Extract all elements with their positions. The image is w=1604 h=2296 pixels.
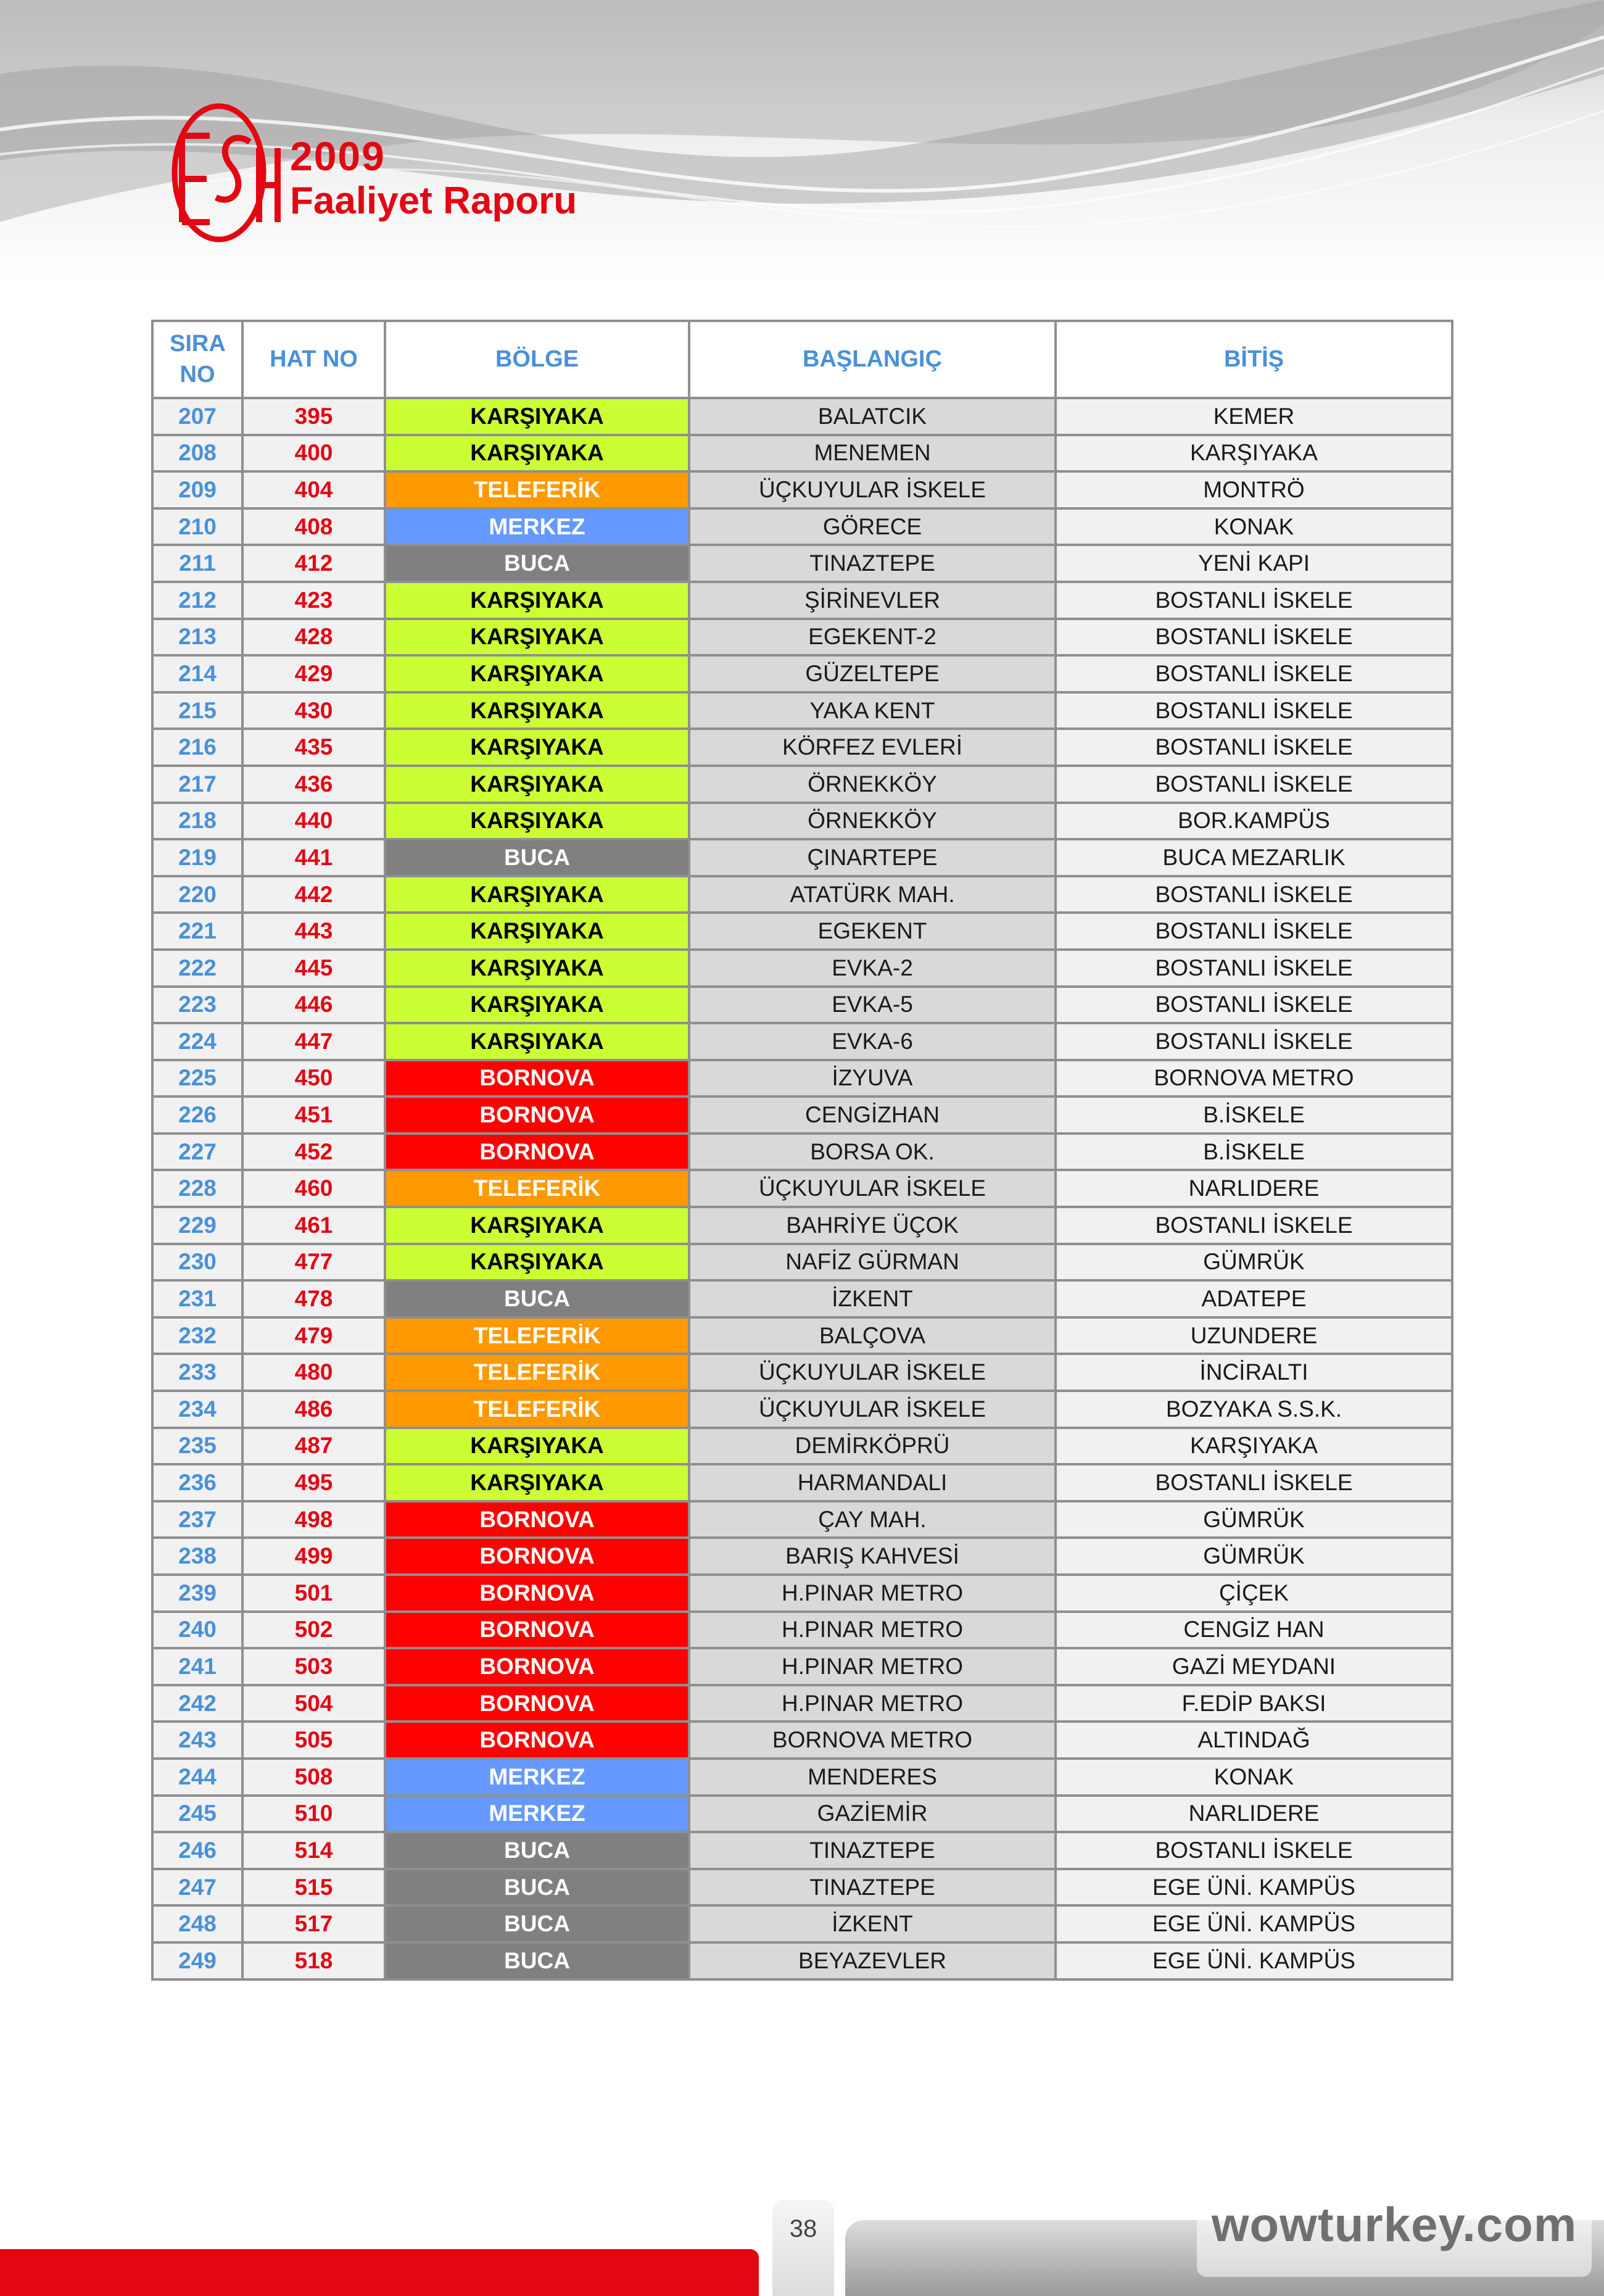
cell-hat-no: 445 <box>242 950 385 987</box>
cell-bitis: CENGİZ HAN <box>1056 1612 1452 1649</box>
cell-hat-no: 436 <box>242 766 385 803</box>
cell-bitis: NARLIDERE <box>1056 1796 1452 1833</box>
cell-bolge: BUCA <box>385 1905 689 1942</box>
cell-bitis: BOR.KAMPÜS <box>1056 803 1452 840</box>
cell-bitis: BOSTANLI İSKELE <box>1056 876 1452 913</box>
cell-sira-no: 207 <box>152 398 242 435</box>
cell-bolge: BORNOVA <box>385 1133 689 1171</box>
header-bolge: BÖLGE <box>385 321 689 398</box>
cell-bolge: KARŞIYAKA <box>385 1464 689 1501</box>
cell-bitis: BOSTANLI İSKELE <box>1056 692 1452 729</box>
cell-bitis: KONAK <box>1056 1759 1452 1796</box>
cell-baslangic: ÖRNEKKÖY <box>689 766 1056 803</box>
cell-baslangic: ÖRNEKKÖY <box>689 803 1056 840</box>
cell-sira-no: 233 <box>152 1354 242 1391</box>
cell-hat-no: 515 <box>242 1869 385 1906</box>
cell-baslangic: İZYUVA <box>689 1060 1056 1097</box>
cell-bolge: KARŞIYAKA <box>385 1428 689 1465</box>
table-header-row <box>152 321 1452 398</box>
cell-sira-no: 227 <box>152 1133 242 1171</box>
cell-bitis: BUCA MEZARLIK <box>1056 839 1452 876</box>
table-row <box>152 655 1452 692</box>
cell-baslangic: MENDERES <box>689 1759 1056 1796</box>
cell-bitis: BOSTANLI İSKELE <box>1056 987 1452 1024</box>
cell-bitis: MONTRÖ <box>1056 471 1452 508</box>
cell-bitis: GÜMRÜK <box>1056 1538 1452 1575</box>
cell-hat-no: 478 <box>242 1280 385 1317</box>
table-row <box>152 619 1452 656</box>
cell-bitis: KARŞIYAKA <box>1056 435 1452 472</box>
table-row <box>152 1685 1452 1722</box>
cell-hat-no: 441 <box>242 839 385 876</box>
cell-hat-no: 395 <box>242 398 385 435</box>
table-row <box>152 1501 1452 1538</box>
cell-hat-no: 460 <box>242 1170 385 1207</box>
table-row <box>152 729 1452 766</box>
table-row <box>152 435 1452 472</box>
cell-baslangic: NAFİZ GÜRMAN <box>689 1244 1056 1281</box>
cell-hat-no: 514 <box>242 1832 385 1869</box>
cell-sira-no: 236 <box>152 1464 242 1501</box>
table-row <box>152 1023 1452 1060</box>
cell-bitis: KEMER <box>1056 398 1452 435</box>
cell-baslangic: ÜÇKUYULAR İSKELE <box>689 1170 1056 1207</box>
cell-hat-no: 501 <box>242 1575 385 1612</box>
table-row <box>152 1796 1452 1833</box>
cell-baslangic: ÜÇKUYULAR İSKELE <box>689 471 1056 508</box>
cell-sira-no: 234 <box>152 1391 242 1428</box>
header-sira-label: SIRA NO <box>170 331 226 388</box>
cell-bolge: MERKEZ <box>385 1796 689 1833</box>
cell-bolge: KARŞIYAKA <box>385 1244 689 1281</box>
cell-hat-no: 504 <box>242 1685 385 1722</box>
cell-sira-no: 215 <box>152 692 242 729</box>
cell-bolge: BORNOVA <box>385 1501 689 1538</box>
cell-baslangic: GAZİEMİR <box>689 1796 1056 1833</box>
cell-bitis: BOSTANLI İSKELE <box>1056 729 1452 766</box>
cell-sira-no: 212 <box>152 582 242 619</box>
table-row <box>152 876 1452 913</box>
cell-bolge: BORNOVA <box>385 1538 689 1575</box>
header-sira-no <box>152 321 242 398</box>
cell-baslangic: İZKENT <box>689 1905 1056 1942</box>
cell-bitis: ADATEPE <box>1056 1280 1452 1317</box>
cell-bolge: KARŞIYAKA <box>385 655 689 692</box>
cell-bolge: KARŞIYAKA <box>385 1023 689 1060</box>
cell-bolge: KARŞIYAKA <box>385 692 689 729</box>
cell-hat-no: 495 <box>242 1464 385 1501</box>
cell-bolge: KARŞIYAKA <box>385 803 689 840</box>
cell-baslangic: ÜÇKUYULAR İSKELE <box>689 1391 1056 1428</box>
table-row <box>152 1869 1452 1906</box>
cell-baslangic: BEYAZEVLER <box>689 1942 1056 1979</box>
table-row <box>152 803 1452 840</box>
cell-bolge: KARŞIYAKA <box>385 435 689 472</box>
cell-hat-no: 412 <box>242 545 385 582</box>
cell-sira-no: 214 <box>152 655 242 692</box>
cell-bitis: BOSTANLI İSKELE <box>1056 619 1452 656</box>
cell-bitis: ÇİÇEK <box>1056 1575 1452 1612</box>
cell-sira-no: 209 <box>152 471 242 508</box>
cell-bitis: BORNOVA METRO <box>1056 1060 1452 1097</box>
cell-baslangic: MENEMEN <box>689 435 1056 472</box>
cell-sira-no: 243 <box>152 1722 242 1759</box>
table-row <box>152 1759 1452 1796</box>
cell-bolge: KARŞIYAKA <box>385 398 689 435</box>
page-number: 38 <box>789 2215 817 2242</box>
cell-bolge: TELEFERİK <box>385 1391 689 1428</box>
cell-sira-no: 210 <box>152 508 242 545</box>
cell-bolge: BORNOVA <box>385 1685 689 1722</box>
cell-hat-no: 487 <box>242 1428 385 1465</box>
cell-bitis: BOSTANLI İSKELE <box>1056 582 1452 619</box>
cell-sira-no: 231 <box>152 1280 242 1317</box>
cell-baslangic: İZKENT <box>689 1280 1056 1317</box>
cell-baslangic: H.PINAR METRO <box>689 1612 1056 1649</box>
cell-hat-no: 510 <box>242 1796 385 1833</box>
cell-bitis: B.İSKELE <box>1056 1096 1452 1133</box>
cell-sira-no: 223 <box>152 987 242 1024</box>
cell-sira-no: 225 <box>152 1060 242 1097</box>
cell-bolge: KARŞIYAKA <box>385 1207 689 1244</box>
cell-bolge: TELEFERİK <box>385 1354 689 1391</box>
table-row <box>152 1612 1452 1649</box>
table-row <box>152 1722 1452 1759</box>
cell-baslangic: H.PINAR METRO <box>689 1685 1056 1722</box>
table-row <box>152 1575 1452 1612</box>
cell-sira-no: 208 <box>152 435 242 472</box>
cell-bitis: BOZYAKA S.S.K. <box>1056 1391 1452 1428</box>
cell-bolge: BUCA <box>385 1832 689 1869</box>
table-row <box>152 839 1452 876</box>
table-row <box>152 1133 1452 1171</box>
header-bitis: BİTİŞ <box>1056 321 1452 398</box>
cell-bitis: B.İSKELE <box>1056 1133 1452 1171</box>
table-row <box>152 545 1452 582</box>
cell-bolge: KARŞIYAKA <box>385 876 689 913</box>
cell-sira-no: 226 <box>152 1096 242 1133</box>
table-row <box>152 471 1452 508</box>
table-row <box>152 582 1452 619</box>
cell-baslangic: BALÇOVA <box>689 1317 1056 1354</box>
table-row <box>152 1905 1452 1942</box>
table-row <box>152 1942 1452 1979</box>
cell-bolge: KARŞIYAKA <box>385 619 689 656</box>
cell-bolge: KARŞIYAKA <box>385 766 689 803</box>
cell-sira-no: 248 <box>152 1905 242 1942</box>
cell-bitis: BOSTANLI İSKELE <box>1056 1207 1452 1244</box>
cell-sira-no: 232 <box>152 1317 242 1354</box>
cell-sira-no: 216 <box>152 729 242 766</box>
page-number-tab <box>772 2200 834 2296</box>
cell-bolge: KARŞIYAKA <box>385 913 689 950</box>
cell-bitis: BOSTANLI İSKELE <box>1056 950 1452 987</box>
cell-bitis: BOSTANLI İSKELE <box>1056 1832 1452 1869</box>
cell-hat-no: 508 <box>242 1759 385 1796</box>
cell-sira-no: 241 <box>152 1648 242 1685</box>
table-row <box>152 1648 1452 1685</box>
cell-bolge: BUCA <box>385 1280 689 1317</box>
watermark-text: wowturkey.com <box>1211 2197 1577 2252</box>
cell-baslangic: KÖRFEZ EVLERİ <box>689 729 1056 766</box>
cell-sira-no: 245 <box>152 1796 242 1833</box>
cell-bolge: BORNOVA <box>385 1722 689 1759</box>
table-row <box>152 950 1452 987</box>
cell-baslangic: BORSA OK. <box>689 1133 1056 1171</box>
report-title: Faaliyet Raporu <box>290 180 577 222</box>
table-row <box>152 398 1452 435</box>
header-hat-no: HAT NO <box>242 321 385 398</box>
table-row <box>152 1280 1452 1317</box>
cell-sira-no: 229 <box>152 1207 242 1244</box>
cell-baslangic: EVKA-2 <box>689 950 1056 987</box>
cell-sira-no: 235 <box>152 1428 242 1465</box>
cell-sira-no: 211 <box>152 545 242 582</box>
cell-hat-no: 477 <box>242 1244 385 1281</box>
table-row <box>152 1170 1452 1207</box>
cell-bolge: BORNOVA <box>385 1060 689 1097</box>
cell-baslangic: ŞİRİNEVLER <box>689 582 1056 619</box>
table-row <box>152 1096 1452 1133</box>
cell-bitis: BOSTANLI İSKELE <box>1056 1464 1452 1501</box>
cell-bolge: KARŞIYAKA <box>385 729 689 766</box>
cell-sira-no: 237 <box>152 1501 242 1538</box>
cell-sira-no: 239 <box>152 1575 242 1612</box>
table-body <box>152 398 1452 1979</box>
cell-sira-no: 247 <box>152 1869 242 1906</box>
cell-bolge: MERKEZ <box>385 508 689 545</box>
table-row <box>152 766 1452 803</box>
cell-sira-no: 224 <box>152 1023 242 1060</box>
cell-baslangic: BARIŞ KAHVESİ <box>689 1538 1056 1575</box>
cell-hat-no: 447 <box>242 1023 385 1060</box>
cell-sira-no: 221 <box>152 913 242 950</box>
cell-hat-no: 518 <box>242 1942 385 1979</box>
cell-baslangic: EVKA-6 <box>689 1023 1056 1060</box>
cell-baslangic: ÇAY MAH. <box>689 1501 1056 1538</box>
cell-bolge: KARŞIYAKA <box>385 987 689 1024</box>
bus-route-table <box>151 320 1453 1981</box>
table-row <box>152 1464 1452 1501</box>
cell-hat-no: 480 <box>242 1354 385 1391</box>
cell-baslangic: ÜÇKUYULAR İSKELE <box>689 1354 1056 1391</box>
cell-hat-no: 408 <box>242 508 385 545</box>
cell-baslangic: TINAZTEPE <box>689 1869 1056 1906</box>
cell-bolge: BORNOVA <box>385 1096 689 1133</box>
cell-baslangic: YAKA KENT <box>689 692 1056 729</box>
cell-hat-no: 452 <box>242 1133 385 1171</box>
cell-hat-no: 502 <box>242 1612 385 1649</box>
cell-sira-no: 249 <box>152 1942 242 1979</box>
footer-red-bar <box>0 2249 759 2296</box>
table-row <box>152 1207 1452 1244</box>
cell-bolge: TELEFERİK <box>385 1317 689 1354</box>
cell-hat-no: 479 <box>242 1317 385 1354</box>
cell-sira-no: 222 <box>152 950 242 987</box>
cell-bitis: EGE ÜNİ. KAMPÜS <box>1056 1905 1452 1942</box>
table-row <box>152 1060 1452 1097</box>
cell-hat-no: 430 <box>242 692 385 729</box>
cell-bitis: BOSTANLI İSKELE <box>1056 766 1452 803</box>
cell-bolge: BUCA <box>385 545 689 582</box>
cell-bolge: BUCA <box>385 839 689 876</box>
cell-bitis: F.EDİP BAKSI <box>1056 1685 1452 1722</box>
cell-hat-no: 400 <box>242 435 385 472</box>
cell-hat-no: 450 <box>242 1060 385 1097</box>
cell-sira-no: 228 <box>152 1170 242 1207</box>
cell-bitis: EGE ÜNİ. KAMPÜS <box>1056 1869 1452 1906</box>
cell-bolge: BORNOVA <box>385 1612 689 1649</box>
cell-baslangic: BALATCIK <box>689 398 1056 435</box>
cell-bitis: EGE ÜNİ. KAMPÜS <box>1056 1942 1452 1979</box>
cell-bitis: UZUNDERE <box>1056 1317 1452 1354</box>
cell-baslangic: DEMİRKÖPRÜ <box>689 1428 1056 1465</box>
cell-bitis: BOSTANLI İSKELE <box>1056 1023 1452 1060</box>
cell-bolge: BORNOVA <box>385 1648 689 1685</box>
table-row <box>152 1832 1452 1869</box>
cell-sira-no: 238 <box>152 1538 242 1575</box>
cell-baslangic: HARMANDALI <box>689 1464 1056 1501</box>
cell-baslangic: CENGİZHAN <box>689 1096 1056 1133</box>
cell-sira-no: 217 <box>152 766 242 803</box>
cell-baslangic: ATATÜRK MAH. <box>689 876 1056 913</box>
cell-bolge: TELEFERİK <box>385 471 689 508</box>
cell-baslangic: BORNOVA METRO <box>689 1722 1056 1759</box>
cell-sira-no: 240 <box>152 1612 242 1649</box>
cell-bolge: MERKEZ <box>385 1759 689 1796</box>
cell-hat-no: 451 <box>242 1096 385 1133</box>
table-row <box>152 692 1452 729</box>
cell-bitis: GAZİ MEYDANI <box>1056 1648 1452 1685</box>
cell-hat-no: 503 <box>242 1648 385 1685</box>
cell-baslangic: TINAZTEPE <box>689 1832 1056 1869</box>
cell-hat-no: 429 <box>242 655 385 692</box>
cell-sira-no: 213 <box>152 619 242 656</box>
cell-baslangic: EGEKENT <box>689 913 1056 950</box>
cell-hat-no: 435 <box>242 729 385 766</box>
cell-hat-no: 442 <box>242 876 385 913</box>
table-row <box>152 913 1452 950</box>
cell-bitis: KARŞIYAKA <box>1056 1428 1452 1465</box>
cell-bolge: BORNOVA <box>385 1575 689 1612</box>
cell-baslangic: EVKA-5 <box>689 987 1056 1024</box>
table-row <box>152 987 1452 1024</box>
table-row <box>152 1391 1452 1428</box>
cell-baslangic: ÇINARTEPE <box>689 839 1056 876</box>
cell-baslangic: EGEKENT-2 <box>689 619 1056 656</box>
cell-hat-no: 404 <box>242 471 385 508</box>
cell-bolge: BUCA <box>385 1869 689 1906</box>
cell-hat-no: 517 <box>242 1905 385 1942</box>
cell-hat-no: 486 <box>242 1391 385 1428</box>
table-row <box>152 1538 1452 1575</box>
cell-hat-no: 499 <box>242 1538 385 1575</box>
cell-bitis: BOSTANLI İSKELE <box>1056 913 1452 950</box>
cell-bitis: YENİ KAPI <box>1056 545 1452 582</box>
table-row <box>152 1354 1452 1391</box>
cell-baslangic: GÖRECE <box>689 508 1056 545</box>
header-baslangic: BAŞLANGIÇ <box>689 321 1056 398</box>
cell-bitis: GÜMRÜK <box>1056 1244 1452 1281</box>
company-logo <box>157 99 281 247</box>
table-row <box>152 1428 1452 1465</box>
cell-baslangic: BAHRİYE ÜÇOK <box>689 1207 1056 1244</box>
cell-baslangic: H.PINAR METRO <box>689 1575 1056 1612</box>
cell-bolge: BUCA <box>385 1942 689 1979</box>
cell-bolge: KARŞIYAKA <box>385 582 689 619</box>
cell-bitis: BOSTANLI İSKELE <box>1056 655 1452 692</box>
cell-sira-no: 244 <box>152 1759 242 1796</box>
cell-hat-no: 443 <box>242 913 385 950</box>
cell-hat-no: 498 <box>242 1501 385 1538</box>
table-row <box>152 508 1452 545</box>
cell-hat-no: 428 <box>242 619 385 656</box>
table-row <box>152 1244 1452 1281</box>
cell-bolge: KARŞIYAKA <box>385 950 689 987</box>
cell-sira-no: 246 <box>152 1832 242 1869</box>
cell-bitis: İNCİRALTI <box>1056 1354 1452 1391</box>
cell-sira-no: 230 <box>152 1244 242 1281</box>
cell-baslangic: H.PINAR METRO <box>689 1648 1056 1685</box>
cell-sira-no: 218 <box>152 803 242 840</box>
cell-hat-no: 423 <box>242 582 385 619</box>
cell-bitis: NARLIDERE <box>1056 1170 1452 1207</box>
cell-bitis: ALTINDAĞ <box>1056 1722 1452 1759</box>
report-year: 2009 <box>290 133 386 179</box>
cell-hat-no: 440 <box>242 803 385 840</box>
cell-baslangic: TINAZTEPE <box>689 545 1056 582</box>
cell-hat-no: 446 <box>242 987 385 1024</box>
cell-bitis: GÜMRÜK <box>1056 1501 1452 1538</box>
cell-baslangic: GÜZELTEPE <box>689 655 1056 692</box>
cell-bitis: KONAK <box>1056 508 1452 545</box>
table-row <box>152 1317 1452 1354</box>
header-banner <box>0 0 1604 284</box>
cell-hat-no: 461 <box>242 1207 385 1244</box>
cell-bolge: TELEFERİK <box>385 1170 689 1207</box>
cell-hat-no: 505 <box>242 1722 385 1759</box>
cell-sira-no: 220 <box>152 876 242 913</box>
cell-sira-no: 219 <box>152 839 242 876</box>
cell-sira-no: 242 <box>152 1685 242 1722</box>
